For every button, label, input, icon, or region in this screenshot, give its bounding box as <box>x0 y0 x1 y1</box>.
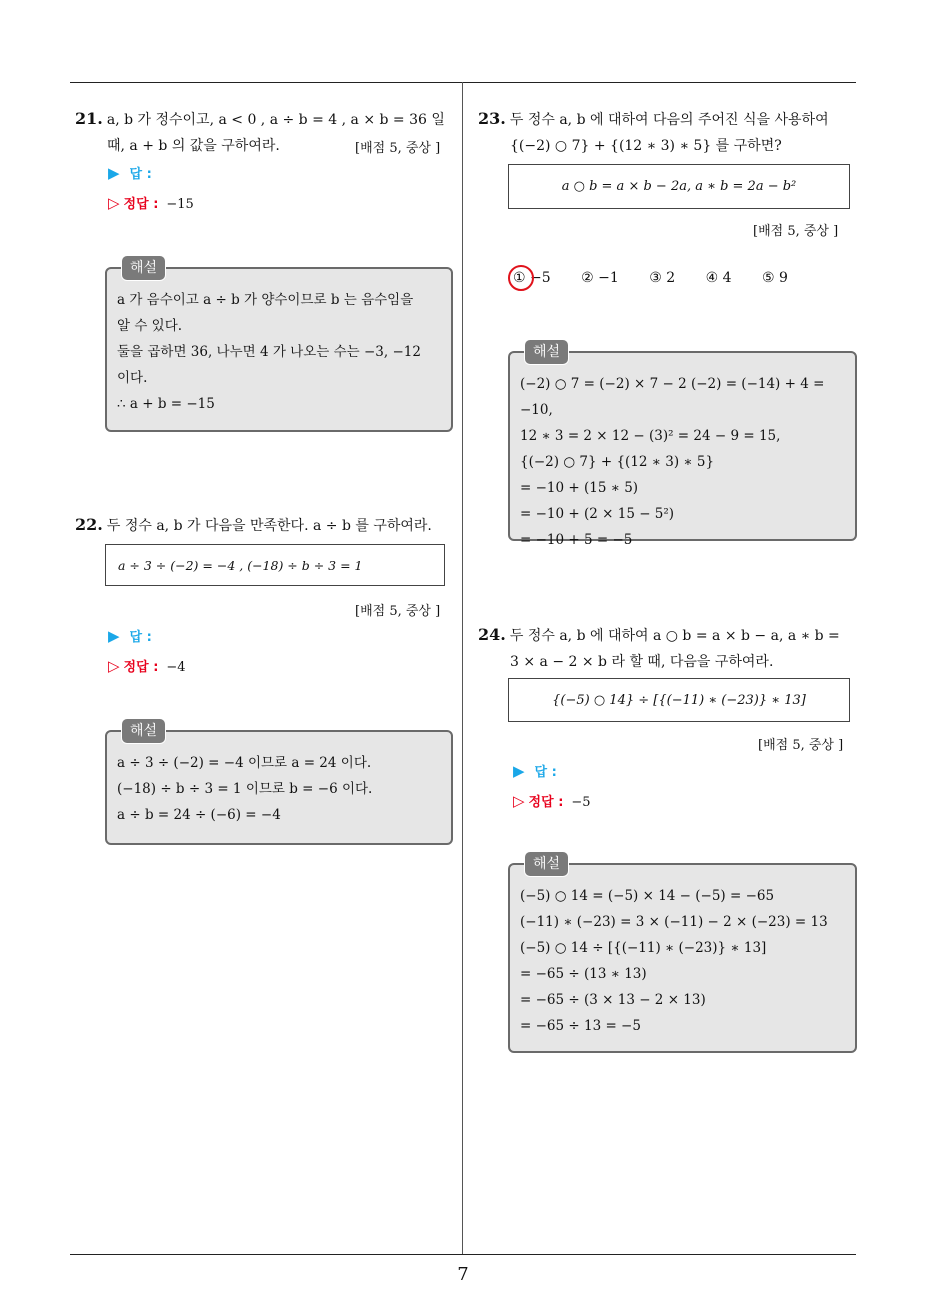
choice-1[interactable] <box>513 270 551 286</box>
answer-arrow-icon: ▶ <box>513 762 525 780</box>
correct-circle-icon <box>508 265 534 291</box>
choice-label: ⑤ 9 <box>761 270 788 286</box>
correct-value: −4 <box>166 660 186 675</box>
solution-line: 12 ∗ 3 = 2 × 12 − (3)² = 24 − 9 = 15, <box>520 428 781 444</box>
solution-line: = −10 + (2 × 15 − 5²) <box>520 506 675 522</box>
choice-5[interactable] <box>762 270 788 286</box>
correct-label: 정답 : <box>528 795 564 810</box>
question-text-line2: 때, a + b 의 값을 구하여라. <box>107 138 280 154</box>
correct-arrow-icon: ▷ <box>513 792 525 810</box>
solution-line: 알 수 있다. <box>117 318 183 334</box>
correct-value: −5 <box>571 795 591 810</box>
solution-line: = −10 + 5 = −5 <box>520 532 633 548</box>
correct-label: 정답 : <box>123 197 159 212</box>
choice-list <box>513 270 814 286</box>
question-text-line2: {(−2) ○ 7} + {(12 ∗ 3) ∗ 5} 를 구하면? <box>510 138 782 154</box>
choice-label: ④ 4 <box>705 270 732 286</box>
solution-line: 이다. <box>117 370 148 386</box>
solution-line: a ÷ b = 24 ÷ (−6) = −4 <box>117 807 281 823</box>
answer-label: 답 : <box>129 167 152 182</box>
score-label: [배점 5, 중상 ] <box>753 224 839 239</box>
solution-box <box>105 723 453 845</box>
choice-3[interactable] <box>649 270 675 286</box>
question-number: 21. <box>75 109 103 128</box>
page-number: 7 <box>457 1264 469 1285</box>
solution-line: (−5) ○ 14 ÷ [{(−11) ∗ (−23)} ∗ 13] <box>520 940 767 956</box>
correct-value: −15 <box>166 197 194 212</box>
solution-tag: 해설 <box>524 339 569 365</box>
answer-block <box>108 159 194 219</box>
question-number: 22. <box>75 515 103 534</box>
solution-line: = −65 ÷ 13 = −5 <box>520 1018 641 1034</box>
condition-box: a ÷ 3 ÷ (−2) = −4 , (−18) ÷ b ÷ 3 = 1 <box>105 544 445 586</box>
top-rule <box>70 82 856 83</box>
question-text: 두 정수 a, b 가 다음을 만족한다. a ÷ b 를 구하여라. <box>106 518 432 534</box>
solution-box <box>508 344 857 548</box>
definition-box: a ○ b = a × b − 2a, a ∗ b = 2a − b² <box>508 164 850 209</box>
choice-2[interactable] <box>581 270 619 286</box>
solution-line: (−5) ○ 14 = (−5) × 14 − (−5) = −65 <box>520 888 775 904</box>
score-label: [배점 5, 중상 ] <box>758 738 844 753</box>
question-text-line2: 3 × a − 2 × b 라 할 때, 다음을 구하여라. <box>510 654 774 670</box>
correct-arrow-icon: ▷ <box>108 194 120 212</box>
solution-line: a ÷ 3 ÷ (−2) = −4 이므로 a = 24 이다. <box>117 755 372 771</box>
correct-arrow-icon: ▷ <box>108 657 120 675</box>
solution-line: {(−2) ○ 7} + {(12 ∗ 3) ∗ 5} <box>520 454 715 470</box>
answer-label: 답 : <box>129 630 152 645</box>
bottom-rule <box>70 1254 856 1255</box>
solution-line: a 가 음수이고 a ÷ b 가 양수이므로 b 는 음수임을 <box>117 292 414 308</box>
solution-line: (−2) ○ 7 = (−2) × 7 − 2 (−2) = (−14) + 4 = −10, <box>520 376 825 418</box>
solution-tag: 해설 <box>121 255 166 281</box>
solution-line: = −65 ÷ (13 ∗ 13) <box>520 966 647 982</box>
choice-label: ③ 2 <box>649 270 676 286</box>
question-number: 24. <box>478 625 506 644</box>
solution-line: (−11) ∗ (−23) = 3 × (−11) − 2 × (−23) = 13 <box>520 914 828 930</box>
question-22 <box>75 512 460 539</box>
solution-line: = −65 ÷ (3 × 13 − 2 × 13) <box>520 992 706 1008</box>
question-number: 23. <box>478 109 506 128</box>
answer-block <box>108 622 186 682</box>
solution-tag: 해설 <box>524 851 569 877</box>
choice-label: ① −5 <box>513 270 551 286</box>
solution-box <box>508 856 857 1053</box>
choice-label: ② −1 <box>581 270 619 286</box>
question-text: 두 정수 a, b 에 대하여 a ○ b = a × b − a, a ∗ b = <box>509 628 840 644</box>
answer-arrow-icon: ▶ <box>108 164 120 182</box>
answer-block <box>513 757 591 817</box>
question-text: 두 정수 a, b 에 대하여 다음의 주어진 식을 사용하여 <box>509 112 829 128</box>
solution-line: 둘을 곱하면 36, 나누면 4 가 나오는 수는 −3, −12 <box>117 344 421 360</box>
solution-line: = −10 + (15 ∗ 5) <box>520 480 639 496</box>
question-24 <box>478 622 863 675</box>
choice-4[interactable] <box>706 270 732 286</box>
correct-label: 정답 : <box>123 660 159 675</box>
score-label: [배점 5, 중상 ] <box>355 604 441 619</box>
solution-box <box>105 260 453 432</box>
answer-label: 답 : <box>534 765 557 780</box>
score-label: [배점 5, 중상 ] <box>355 141 441 156</box>
solution-line: ∴ a + b = −15 <box>117 396 215 412</box>
solution-tag: 해설 <box>121 718 166 744</box>
question-23 <box>478 106 863 159</box>
solution-line: (−18) ÷ b ÷ 3 = 1 이므로 b = −6 이다. <box>117 781 373 797</box>
answer-arrow-icon: ▶ <box>108 627 120 645</box>
question-text: a, b 가 정수이고, a < 0 , a ÷ b = 4 , a × b = 36 일 <box>106 112 445 128</box>
expression-box: {(−5) ○ 14} ÷ [{(−11) ∗ (−23)} ∗ 13] <box>508 678 850 722</box>
column-divider <box>462 82 463 1254</box>
